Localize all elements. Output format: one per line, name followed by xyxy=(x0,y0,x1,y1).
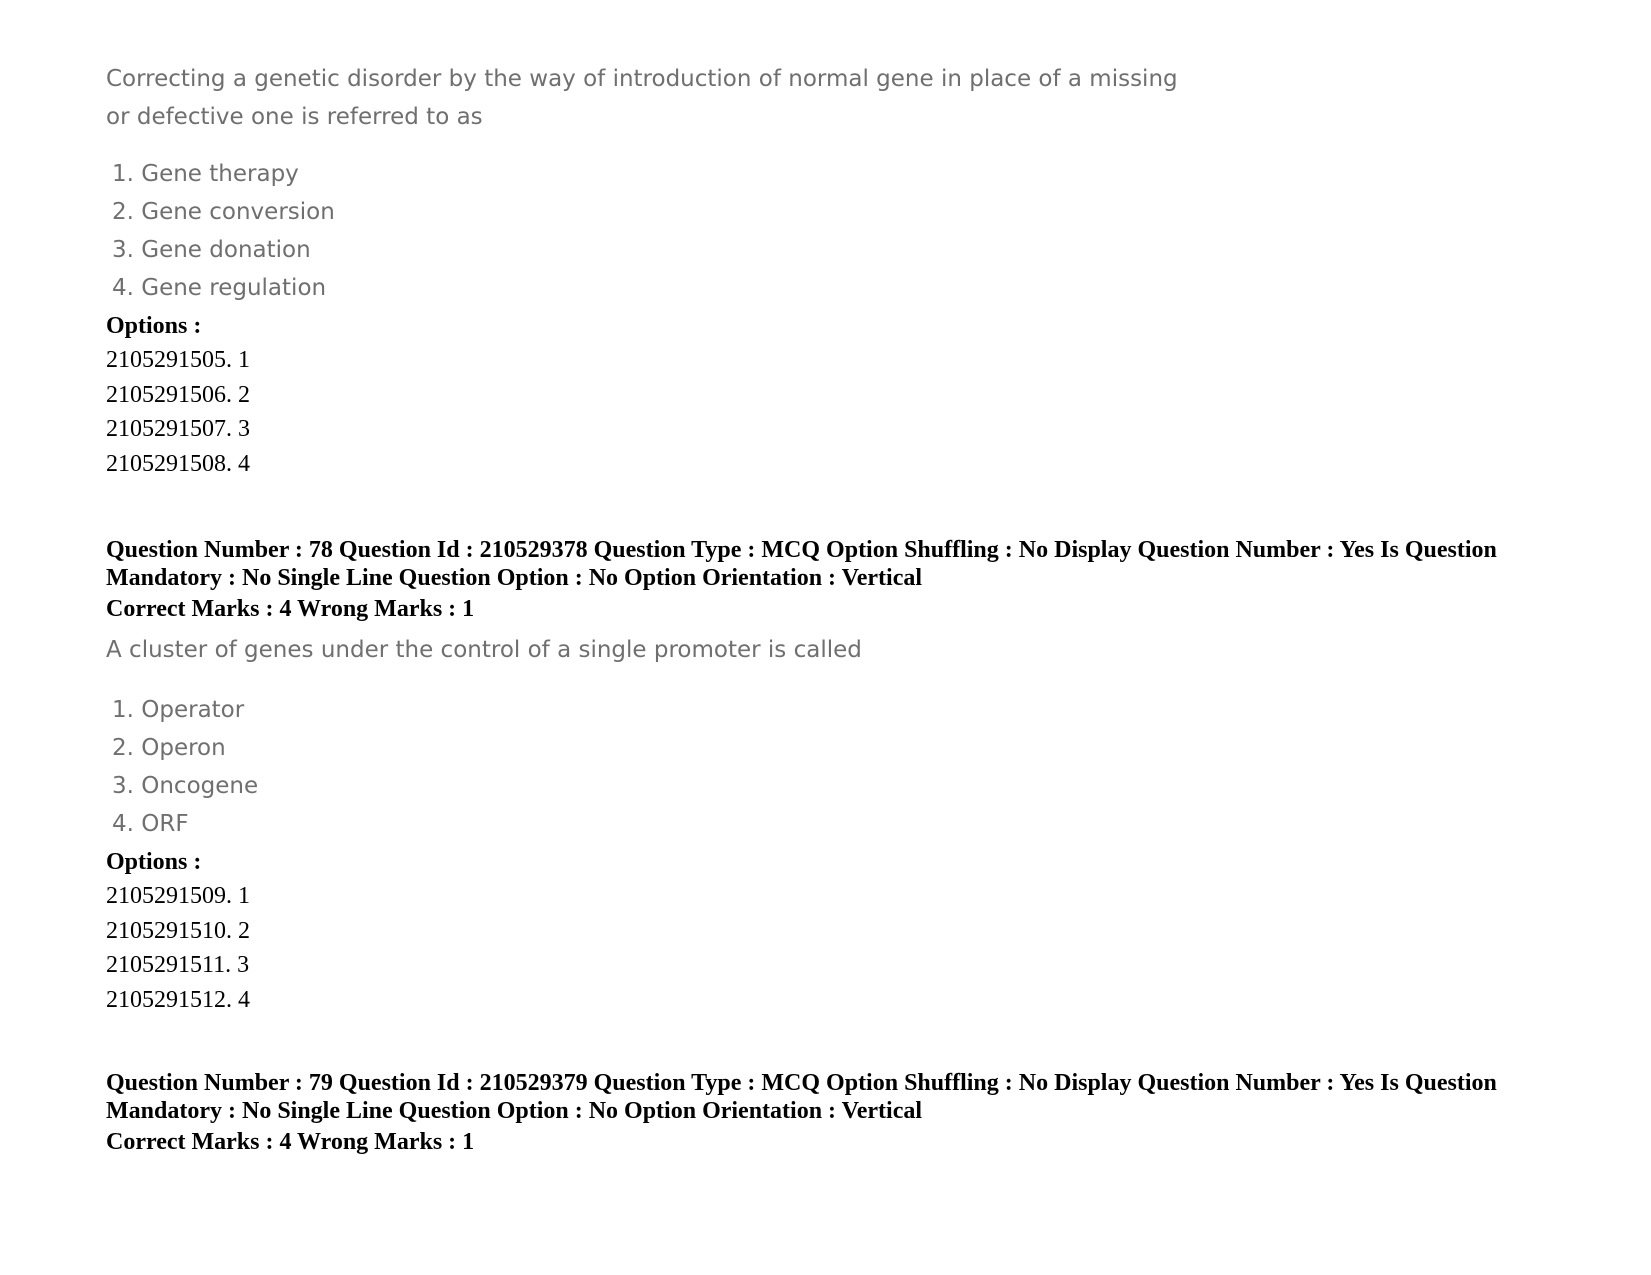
option-id-row: 2105291512. 4 xyxy=(106,986,250,1013)
option-id-row: 2105291506. 2 xyxy=(106,381,250,408)
question-text-block xyxy=(106,631,862,669)
question-text-line: Correcting a genetic disorder by the way of introduction of normal gene in place of a missing xyxy=(106,66,1178,92)
question-text-line: or defective one is referred to as xyxy=(106,104,483,130)
options-block xyxy=(106,845,250,1017)
option-id-row: 2105291510. 2 xyxy=(106,917,250,944)
question-meta-header xyxy=(106,536,1497,592)
options-block xyxy=(106,309,250,481)
question-meta-line: Mandatory : No Single Line Question Option : No Option Orientation : Vertical xyxy=(106,1098,923,1124)
answer-choice: 1. Gene therapy xyxy=(112,161,299,187)
question-text-block xyxy=(106,60,1178,136)
option-id-row: 2105291507. 3 xyxy=(106,416,250,442)
answer-choice: 3. Oncogene xyxy=(112,773,259,799)
question-meta-line: Question Number : 78 Question Id : 210529378 Question Type : MCQ Option Shuffling : No Display Question Number : Yes Is Question xyxy=(106,537,1497,563)
answer-choice: 2. Gene conversion xyxy=(112,199,335,225)
option-id-row: 2105291511. 3 xyxy=(106,952,250,978)
question-meta-line: Question Number : 79 Question Id : 210529379 Question Type : MCQ Option Shuffling : No Display Question Number : Yes Is Question xyxy=(106,1070,1497,1096)
marks-text: Correct Marks : 4 Wrong Marks : 1 xyxy=(106,1129,475,1155)
option-id-row: 2105291505. 1 xyxy=(106,347,250,373)
question-meta-line: Mandatory : No Single Line Question Option : No Option Orientation : Vertical xyxy=(106,565,923,591)
answer-choice-list xyxy=(106,691,258,843)
marks-line xyxy=(106,595,474,623)
option-id-row: 2105291508. 4 xyxy=(106,450,250,477)
answer-choice: 4. Gene regulation xyxy=(112,275,327,301)
question-text-line: A cluster of genes under the control of a single promoter is called xyxy=(106,637,862,663)
option-id-row: 2105291509. 1 xyxy=(106,883,250,909)
answer-choice: 3. Gene donation xyxy=(112,237,311,263)
answer-choice-list xyxy=(106,155,335,307)
marks-line xyxy=(106,1128,474,1156)
options-label: Options : xyxy=(106,313,202,339)
marks-text: Correct Marks : 4 Wrong Marks : 1 xyxy=(106,596,475,622)
question-meta-header xyxy=(106,1069,1497,1125)
answer-choice: 2. Operon xyxy=(112,735,226,761)
answer-choice: 4. ORF xyxy=(112,811,189,837)
options-label: Options : xyxy=(106,849,202,875)
answer-choice: 1. Operator xyxy=(112,697,245,723)
